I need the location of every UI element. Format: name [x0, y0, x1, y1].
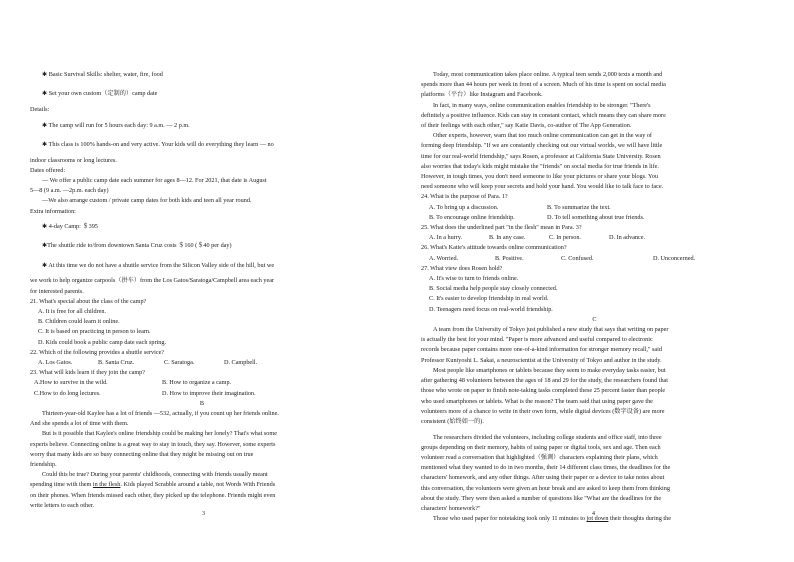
q25-option-b: B. In any case. [489, 234, 526, 242]
q25-option-d: D. In advance. [609, 234, 646, 242]
details-label: Details: [30, 105, 50, 113]
q22-option-c: C. Saratoga. [164, 358, 195, 366]
extra-label: Extra information: [30, 207, 76, 215]
passage-b-p2-l3: worry that many kids are so busy connecting online that they might be missing out on true [30, 450, 254, 458]
passage-b-p5-l1: In fact, in many ways, online communication enables friendship to be stronger. "There's [433, 101, 651, 109]
passage-b-p4-l2: spends more than 44 hours per week in front of a screen. Much of his time is spent on social media [421, 81, 666, 89]
page-number-right: 4 [592, 511, 595, 517]
passage-c-p1-l2: is actually the best for your mind. "Paper is more advanced and useful compared to electronic [421, 336, 653, 344]
q26-options [421, 254, 768, 264]
passage-b-p6-l1: Other experts, however, warn that too much online communication can get in the way of [433, 132, 652, 140]
passage-c-p3-l8: characters' homework?" [421, 505, 481, 513]
passage-b-p1-l2: And she spends a lot of time with them. [30, 420, 129, 428]
dates-label: Dates offered: [30, 166, 66, 174]
question-24: 24. What is the purpose of Para. 1? [421, 193, 508, 201]
passage-c-p3-l1: The researchers divided the volunteers, including college students and office staff, into three [433, 433, 662, 441]
q21-option-b: B. Children could learn it online. [38, 318, 120, 326]
question-23: 23. What will kids learn if they join the camp? [30, 369, 146, 377]
q22-option-d: D. Campbell. [224, 358, 258, 366]
passage-b-p3-l1: Could this be true? During your parents' childhoods, connecting with friends usually meant [42, 471, 268, 479]
passage-c-p2-l1: Most people like smartphones or tablets because they seem to make everyday tasks easier, but [433, 366, 666, 374]
question-21: 21. What's special about the class of the camp? [30, 297, 147, 305]
q25-option-a: A. In a hurry. [429, 234, 463, 242]
q25-options [421, 233, 768, 243]
passage-c-p3-l6: this conversation, the volunteers were given an hour break and are asked to keep them from thinking [421, 484, 670, 492]
passage-c-p3-l2: groups depending on their memory, habits of using paper or digital tools, sex and age. Then each [421, 443, 661, 451]
bullet-custom-date: ✱ Set your own custom（定制的）camp date [42, 90, 158, 98]
question-25: 25. What does the underlined part "in the flesh" mean in Para. 3? [421, 224, 582, 232]
q22-option-a: A. Los Gatos. [38, 358, 73, 366]
dates-line-3: —We also arrange custom / private camp dates for both kids and teen all year round. [42, 197, 252, 205]
q21-option-a: A. It is free for all children. [38, 307, 107, 315]
passage-b-p1-l1: Thirteen-year-old Kaylee has a lot of friends —532, actually, if you count up her friends online. [42, 409, 279, 417]
q24-option-b: B. To summarize the text. [547, 203, 611, 211]
passage-c-p3-l7: about the study. They were then asked a number of questions like "What are the deadlines for the [421, 494, 662, 502]
q26-option-b: B. Positive. [495, 254, 524, 262]
passage-c-p4-l1-end: their thoughts during the [608, 515, 671, 523]
page-number-left: 3 [202, 511, 205, 517]
dates-line-1: — We offer a public camp date each summer for ages 8—12. For 2021, that date is August [42, 176, 267, 184]
passage-b-p2-l1: But is it possible that Kaylee's online friendship could be making her lonely? That's what some [42, 430, 277, 438]
q27-option-a: A. It's wise to turn to friends online. [429, 275, 519, 283]
q21-option-c: C. It is based on practicing in person to learn. [38, 328, 151, 336]
bullet-survival-skills: ✱ Basic Survival Skills: shelter, water, fire, food [42, 71, 163, 78]
passage-b-p3-l4: write letters to each other. [30, 501, 95, 509]
q23-options-row-1 [30, 378, 374, 388]
q24-option-a: A. To bring up a discussion. [429, 203, 499, 211]
underlined-in-the-flesh: in the flesh [92, 481, 121, 489]
question-27: 27. What view does Rosen hold? [421, 264, 503, 272]
passage-b-p2-l2: experts believe. Connecting online is a great way to stay in touch, they say. However, some experts [30, 440, 276, 448]
passage-b-p4-l1: Today, most communication takes place online. A typical teen sends 2,000 texts a month and [433, 71, 663, 78]
extra-shuttle-cost: ✱The shuttle ride to/from downtown Santa Cruz costs ＄160 (＄40 per day) [42, 242, 232, 250]
extra-4day-camp: ✱ 4-day Camp: ＄395 [42, 223, 98, 231]
question-26: 26. What's Katie's attitude towards online communication? [421, 244, 567, 252]
bullet-hands-on-cont: indoor classrooms or long lectures. [30, 156, 117, 164]
section-b-heading: B [199, 399, 205, 407]
passage-c-p2-l6: consistent (始终如一的). [421, 417, 484, 425]
q23-option-b: B. How to organize a camp. [162, 379, 232, 387]
passage-b-p3-l3: on their phones. When friends missed each other, they picked up the telephone. Friends might even [30, 491, 276, 499]
passage-b-p6-l6: need someone who will keep your secrets and hold your hand. You would like to talk face to face. [421, 183, 664, 191]
passage-c-p2-l4: who used smartphones or tablets. What is the reason? The team said that using paper gave the [421, 397, 653, 405]
passage-c-p1-l3: records because paper contains more one-of-a-kind information for stronger memory recall," said [421, 346, 662, 354]
passage-b-p5-l3: of their feelings with each other," say Katie Davis, co-author of The App Generation. [421, 122, 632, 130]
q23-option-c: C.How to do long lectures. [34, 389, 101, 397]
bullet-camp-hours: ✱ The camp will run for 5 hours each day: 9 a.m. — 2 p.m. [42, 121, 190, 129]
passage-b-p3-l2-start: spending time with them [30, 481, 93, 489]
passage-c-p4-l1-start: Those who used paper for notetaking took only 11 minutes to [433, 515, 587, 523]
extra-interested-parents: for interested parents. [30, 287, 84, 295]
left-page [30, 70, 374, 511]
q21-option-d: D. Kids could book a public camp date each spring. [38, 338, 167, 346]
passage-c-p3-l4: mentioned what they wanted to do in two months, their 14 different class times, the deadlines for the [421, 464, 671, 472]
extra-shuttle-note: ✱ At this time we do not have a shuttle service from the Silicon Valley side of the hill, but we [42, 261, 275, 269]
right-page [421, 70, 768, 524]
q26-option-d: D. Unconcerned. [653, 254, 696, 262]
dates-line-2: 5—8 (9 a.m. —2p.m. each day) [30, 187, 109, 195]
q25-option-c: C. In person. [549, 234, 581, 242]
q24-option-c: B. To encourage online friendship. [429, 213, 515, 221]
passage-c-p2-l5: volunteers more of a chance to write in their own form, while digital devices (数字设备) are more [421, 407, 665, 415]
q22-options [30, 358, 374, 368]
q26-option-a: A. Worried. [429, 254, 459, 262]
passage-b-p3-l2 [30, 480, 374, 490]
passage-b-p3-l2-end: . Kids played Scrabble around a table, not Words With Friends [120, 481, 276, 489]
passage-b-p6-l5: However, in tough times, you don't need someone to like your pictures or share your blogs. You [421, 173, 658, 181]
q24-options-row-1 [421, 203, 768, 213]
q23-option-a: A.How to survive in the wild. [34, 379, 108, 387]
bullet-hands-on: ✱ This class is 100% hands-on and very active. Your kids will do everything they learn — no [42, 140, 274, 148]
q22-option-b: B. Santa Cruz. [98, 358, 135, 366]
q24-option-d: D. To tell something about true friends. [547, 213, 645, 221]
q26-option-c: C. Confused. [561, 254, 594, 262]
q27-option-b: B. Social media help people stay closely connected. [429, 285, 558, 293]
underlined-jot-down: jot down [586, 515, 609, 523]
passage-b-p2-l4: friendship. [30, 461, 57, 468]
passage-c-p1-l4: Professor Kuniyoshi L. Sakai, a neuroscientist at the University of Tokyo and author in the study. [421, 356, 662, 364]
section-c-heading: C [592, 315, 597, 323]
q23-options-row-2 [30, 389, 374, 399]
passage-b-p6-l2: forming deep friendship. "If we are constantly checking out our virtual worlds, we will have little [421, 142, 663, 150]
passage-b-p6-l3: time for our real-world friendship," says Rosen, a professor at California State University. Rosen [421, 152, 661, 160]
extra-carpool: we work to help organize carpools（拼车）from the Los Gatos/Saratoga/Campbell area each year [30, 277, 275, 285]
passage-b-p5-l2: definitely a positive influence. Kids can stay in constant contact, which means they can share more [421, 111, 666, 119]
passage-c-p2-l3: those who wrote on paper to finish note-taking tasks completed these 25 percent faster than people [421, 387, 666, 395]
q23-option-d: D. How to improve their imagination. [162, 389, 256, 397]
passage-c-p3-l5: characters' homework, and any other things. After using their paper or a device to take notes about [421, 474, 665, 482]
q27-option-d: D. Teenagers need focus on real-world friendship. [429, 305, 553, 313]
q24-options-row-2 [421, 213, 768, 223]
passage-b-p6-l4: also worries that today's kids might mistake the "friends" on social media for true friends in life. [421, 162, 659, 170]
passage-c-p1-l1: A team from the University of Tokyo just published a new study that says that writing on paper [433, 326, 669, 334]
passage-c-p2-l2: after gathering 48 volunteers between the ages of 18 and 29 for the study, the researchers found that [421, 377, 669, 385]
passage-c-p3-l3: volunteer read a conversation that highlighted（强调）characters explaining their plans, which [421, 454, 658, 462]
q27-option-c: C. It's easier to develop friendship in real world. [429, 295, 549, 303]
question-22: 22. Which of the following provides a shuttle service? [30, 348, 165, 356]
passage-b-p4-l3: platforms（平台）like Instagram and Facebook. [421, 91, 543, 99]
